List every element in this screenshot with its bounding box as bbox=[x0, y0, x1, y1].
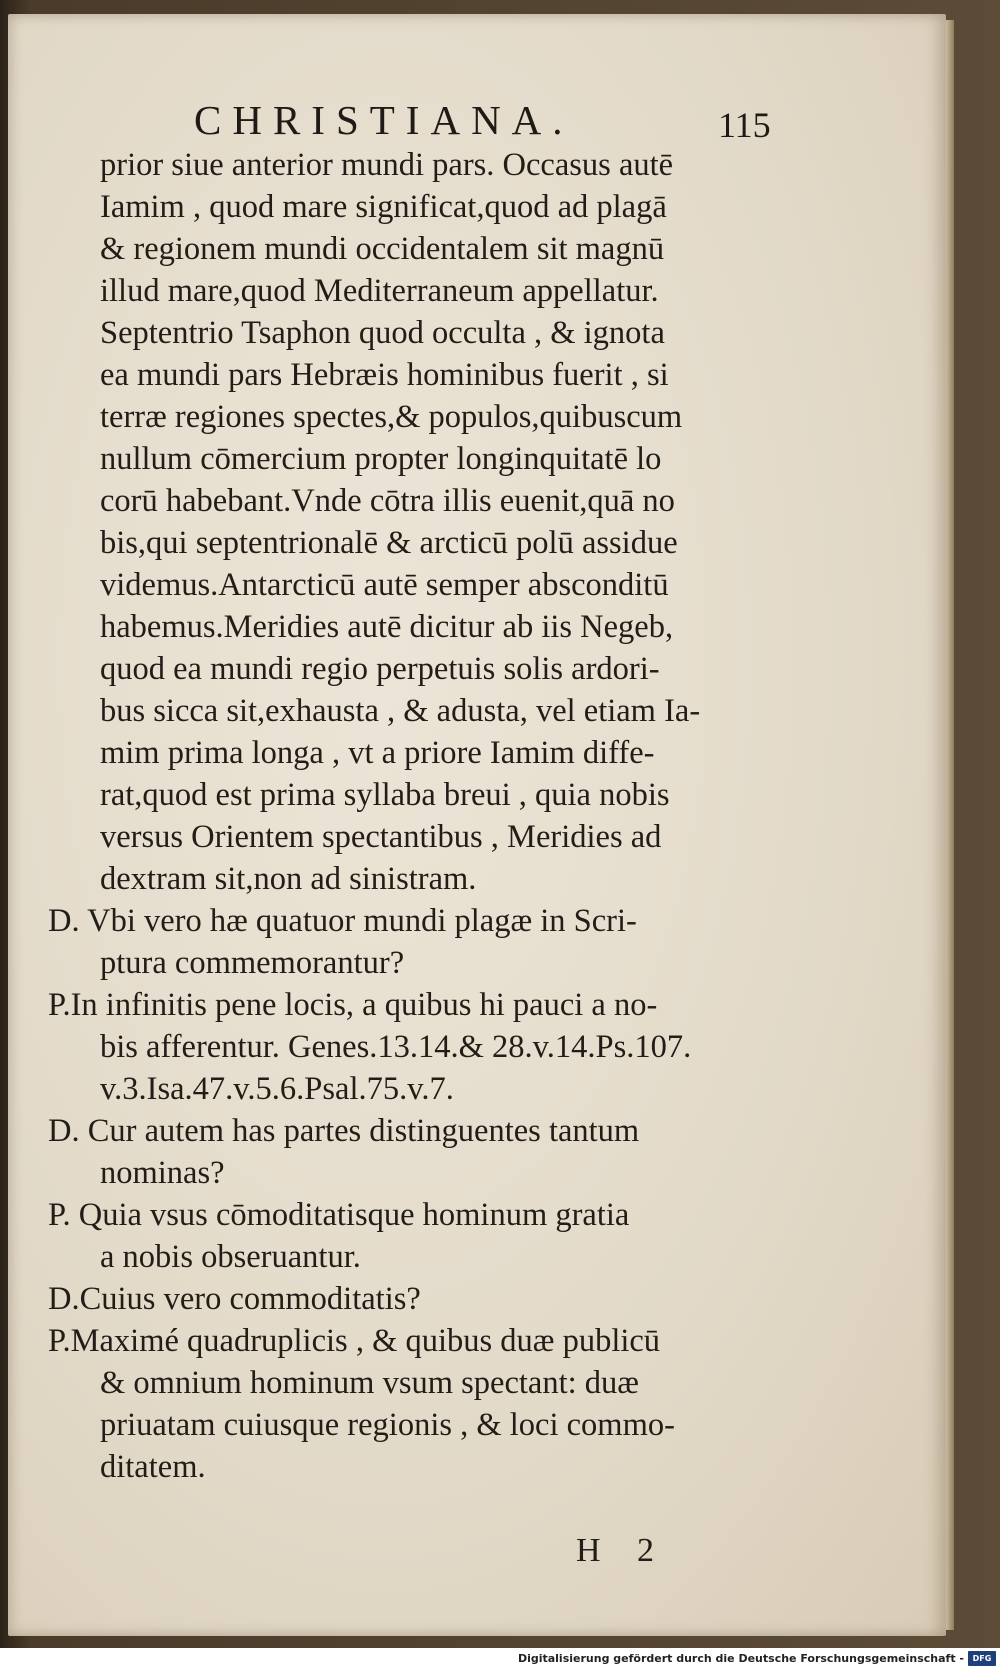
text-line: ptura commemorantur? bbox=[100, 945, 405, 981]
text-line: habemus.Meridies autē dicitur ab iis Negeb, bbox=[100, 609, 674, 645]
text-line: nullum cōmercium propter longinquitatē lo bbox=[100, 441, 662, 477]
dialogue-answer: P. Quia vsus cōmoditatisque hominum gratia bbox=[48, 1197, 630, 1233]
text-line: bis afferentur. Genes.13.14.& 28.v.14.Ps.107. bbox=[100, 1029, 692, 1065]
text-line: prior siue anterior mundi pars. Occasus autē bbox=[100, 147, 674, 183]
text-line: a nobis obseruantur. bbox=[100, 1239, 361, 1275]
text-line: bis,qui septentrionalē & arcticū polū assidue bbox=[100, 525, 678, 561]
text-line: terræ regiones spectes,& populos,quibuscum bbox=[100, 399, 683, 435]
text-line: bus sicca sit,exhausta , & adusta, vel etiam Ia- bbox=[100, 693, 701, 729]
page-number: 115 bbox=[718, 105, 771, 145]
text-line: priuatam cuiusque regionis , & loci commo- bbox=[100, 1407, 675, 1443]
text-line: rat,quod est prima syllaba breui , quia nobis bbox=[100, 777, 670, 813]
dfg-logo: DFG bbox=[968, 1651, 996, 1666]
funding-credit: Digitalisierung gefördert durch die Deutsche Forschungsgemeinschaft - bbox=[517, 1652, 964, 1665]
dialogue-question: D.Cuius vero commoditatis? bbox=[48, 1281, 421, 1317]
text-line: Septentrio Tsaphon quod occulta , & ignota bbox=[100, 315, 665, 351]
text-line: Iamim , quod mare significat,quod ad plagā bbox=[100, 189, 667, 225]
text-line: versus Orientem spectantibus , Meridies ad bbox=[100, 819, 662, 855]
page-edge bbox=[946, 20, 954, 1630]
text-line: corū habebant.Vnde cōtra illis euenit,quā no bbox=[100, 483, 675, 519]
footer-bar bbox=[0, 1648, 1000, 1671]
text-line: & regionem mundi occidentalem sit magnū bbox=[100, 231, 665, 267]
text-line: ditatem. bbox=[100, 1449, 206, 1485]
dialogue-answer: P.In infinitis pene locis, a quibus hi pauci a no- bbox=[48, 987, 658, 1023]
signature-mark: H 2 bbox=[576, 1532, 669, 1569]
text-line: nominas? bbox=[100, 1155, 225, 1191]
text-line: ea mundi pars Hebræis hominibus fuerit , si bbox=[100, 357, 669, 393]
page-body-text bbox=[48, 144, 788, 1488]
dialogue-question: D. Vbi vero hæ quatuor mundi plagæ in Scri- bbox=[48, 903, 637, 939]
dialogue-question: D. Cur autem has partes distinguentes tantum bbox=[48, 1113, 640, 1149]
text-line: & omnium hominum vsum spectant: duæ bbox=[100, 1365, 639, 1401]
dialogue-answer: P.Maximé quadruplicis , & quibus duæ publicū bbox=[48, 1323, 661, 1359]
running-head: CHRISTIANA. bbox=[194, 97, 574, 143]
text-line: v.3.Isa.47.v.5.6.Psal.75.v.7. bbox=[100, 1071, 454, 1107]
text-line: mim prima longa , vt a priore Iamim diffe- bbox=[100, 735, 655, 771]
text-line: dextram sit,non ad sinistram. bbox=[100, 861, 477, 897]
text-line: quod ea mundi regio perpetuis solis ardori- bbox=[100, 651, 660, 687]
book-page bbox=[8, 14, 946, 1636]
text-line: illud mare,quod Mediterraneum appellatur. bbox=[100, 273, 659, 309]
text-line: videmus.Antarcticū autē semper absconditū bbox=[100, 567, 669, 603]
